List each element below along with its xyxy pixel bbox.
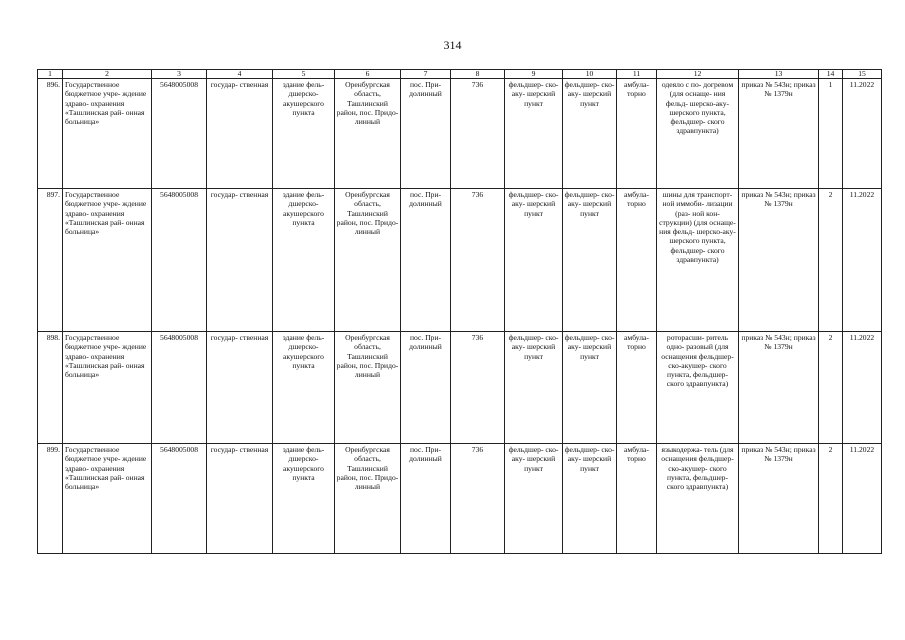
settlement: пос. При- долинный xyxy=(401,332,451,444)
unit-type: фельдшер- ско-аку- шерский пункт xyxy=(563,444,617,554)
address: Оренбургская область, Ташлинский район, пос. Придо- линный xyxy=(335,79,401,189)
care-conditions: амбула- торно xyxy=(617,79,657,189)
header-cell: 14 xyxy=(819,70,843,79)
quantity: 2 xyxy=(819,444,843,554)
facility-type: фельдшер- ско-аку- шерский пункт xyxy=(505,332,563,444)
organization-name: Государственное бюджетное учре- ждение здраво- охранения «Ташлинская рай- онная больница» xyxy=(63,332,152,444)
header-cell: 4 xyxy=(207,70,273,79)
address: Оренбургская область, Ташлинский район, пос. Придо- линный xyxy=(335,444,401,554)
header-cell: 6 xyxy=(335,70,401,79)
row-number: 898. xyxy=(38,332,63,444)
equipment-name: шины для транспорт- ной иммоби- лизации (раз- ной кон- струкции) (для оснаще- ния фельд- шерско-аку- шерского пункта, фельдшер- ского здравпункта) xyxy=(657,189,739,332)
header-cell: 3 xyxy=(152,70,207,79)
quantity: 2 xyxy=(819,332,843,444)
care-conditions: амбула- торно xyxy=(617,332,657,444)
equipment-name: языкодержа- тель (для оснащения фельдшер- ско-акушер- ского пункта, фельдшер- ского здравпункта) xyxy=(657,444,739,554)
header-cell: 9 xyxy=(505,70,563,79)
due-date: 11.2022 xyxy=(843,444,882,554)
care-conditions: амбула- торно xyxy=(617,444,657,554)
table-row xyxy=(38,332,882,444)
population-number: 736 xyxy=(451,79,505,189)
facility-type: фельдшер- ско-аку- шерский пункт xyxy=(505,79,563,189)
table-row xyxy=(38,444,882,554)
address: Оренбургская область, Ташлинский район, пос. Придо- линный xyxy=(335,189,401,332)
header-cell: 13 xyxy=(739,70,819,79)
order-reference: приказ № 543н; приказ № 1379н xyxy=(739,444,819,554)
due-date: 11.2022 xyxy=(843,189,882,332)
header-cell: 2 xyxy=(63,70,152,79)
settlement: пос. При- долинный xyxy=(401,79,451,189)
organization-name: Государственное бюджетное учре- ждение здраво- охранения «Ташлинская рай- онная больница» xyxy=(63,79,152,189)
ownership-form: государ- ственная xyxy=(207,79,273,189)
header-cell: 5 xyxy=(273,70,335,79)
building-name: здание фель- дшерско- акушерского пункта xyxy=(273,332,335,444)
header-cell: 1 xyxy=(38,70,63,79)
row-number: 899. xyxy=(38,444,63,554)
ownership-form: государ- ственная xyxy=(207,332,273,444)
unit-type: фельдшер- ско-аку- шерский пункт xyxy=(563,189,617,332)
order-reference: приказ № 543н; приказ № 1379н xyxy=(739,79,819,189)
equipment-register-table xyxy=(37,69,882,554)
due-date: 11.2022 xyxy=(843,332,882,444)
row-number: 897. xyxy=(38,189,63,332)
organization-name: Государственное бюджетное учре- ждение здраво- охранения «Ташлинская рай- онная больница» xyxy=(63,444,152,554)
header-cell: 11 xyxy=(617,70,657,79)
facility-type: фельдшер- ско-аку- шерский пункт xyxy=(505,444,563,554)
header-cell: 7 xyxy=(401,70,451,79)
settlement: пос. При- долинный xyxy=(401,444,451,554)
quantity: 1 xyxy=(819,79,843,189)
settlement: пос. При- долинный xyxy=(401,189,451,332)
order-reference: приказ № 543н; приказ № 1379н xyxy=(739,189,819,332)
building-name: здание фель- дшерско- акушерского пункта xyxy=(273,444,335,554)
population-number: 736 xyxy=(451,189,505,332)
organization-name: Государственное бюджетное учре- ждение здраво- охранения «Ташлинская рай- онная больница» xyxy=(63,189,152,332)
header-cell: 15 xyxy=(843,70,882,79)
table-row xyxy=(38,189,882,332)
unit-type: фельдшер- ско-аку- шерский пункт xyxy=(563,332,617,444)
care-conditions: амбула- торно xyxy=(617,189,657,332)
address: Оренбургская область, Ташлинский район, пос. Придо- линный xyxy=(335,332,401,444)
row-number: 896. xyxy=(38,79,63,189)
population-number: 736 xyxy=(451,444,505,554)
inn-code: 5648005008 xyxy=(152,332,207,444)
header-row xyxy=(38,70,882,79)
ownership-form: государ- ственная xyxy=(207,444,273,554)
building-name: здание фель- дшерско- акушерского пункта xyxy=(273,189,335,332)
ownership-form: государ- ственная xyxy=(207,189,273,332)
facility-type: фельдшер- ско-аку- шерский пункт xyxy=(505,189,563,332)
header-cell: 8 xyxy=(451,70,505,79)
quantity: 2 xyxy=(819,189,843,332)
header-cell: 10 xyxy=(563,70,617,79)
inn-code: 5648005008 xyxy=(152,79,207,189)
building-name: здание фель- дшерско- акушерского пункта xyxy=(273,79,335,189)
unit-type: фельдшер- ско-аку- шерский пункт xyxy=(563,79,617,189)
table-row xyxy=(38,79,882,189)
order-reference: приказ № 543н; приказ № 1379н xyxy=(739,332,819,444)
due-date: 11.2022 xyxy=(843,79,882,189)
page-number: 314 xyxy=(443,38,462,52)
inn-code: 5648005008 xyxy=(152,444,207,554)
header-cell: 12 xyxy=(657,70,739,79)
equipment-name: роторасши- ритель одно- разовый (для оснащения фельдшер- ско-акушер- ского пункта, фельдшер- ского здравпункта) xyxy=(657,332,739,444)
population-number: 736 xyxy=(451,332,505,444)
equipment-name: одеяло с по- догревом (для оснаще- ния фельд- шерско-аку- шерского пункта, фельдшер- ского здравпункта) xyxy=(657,79,739,189)
inn-code: 5648005008 xyxy=(152,189,207,332)
